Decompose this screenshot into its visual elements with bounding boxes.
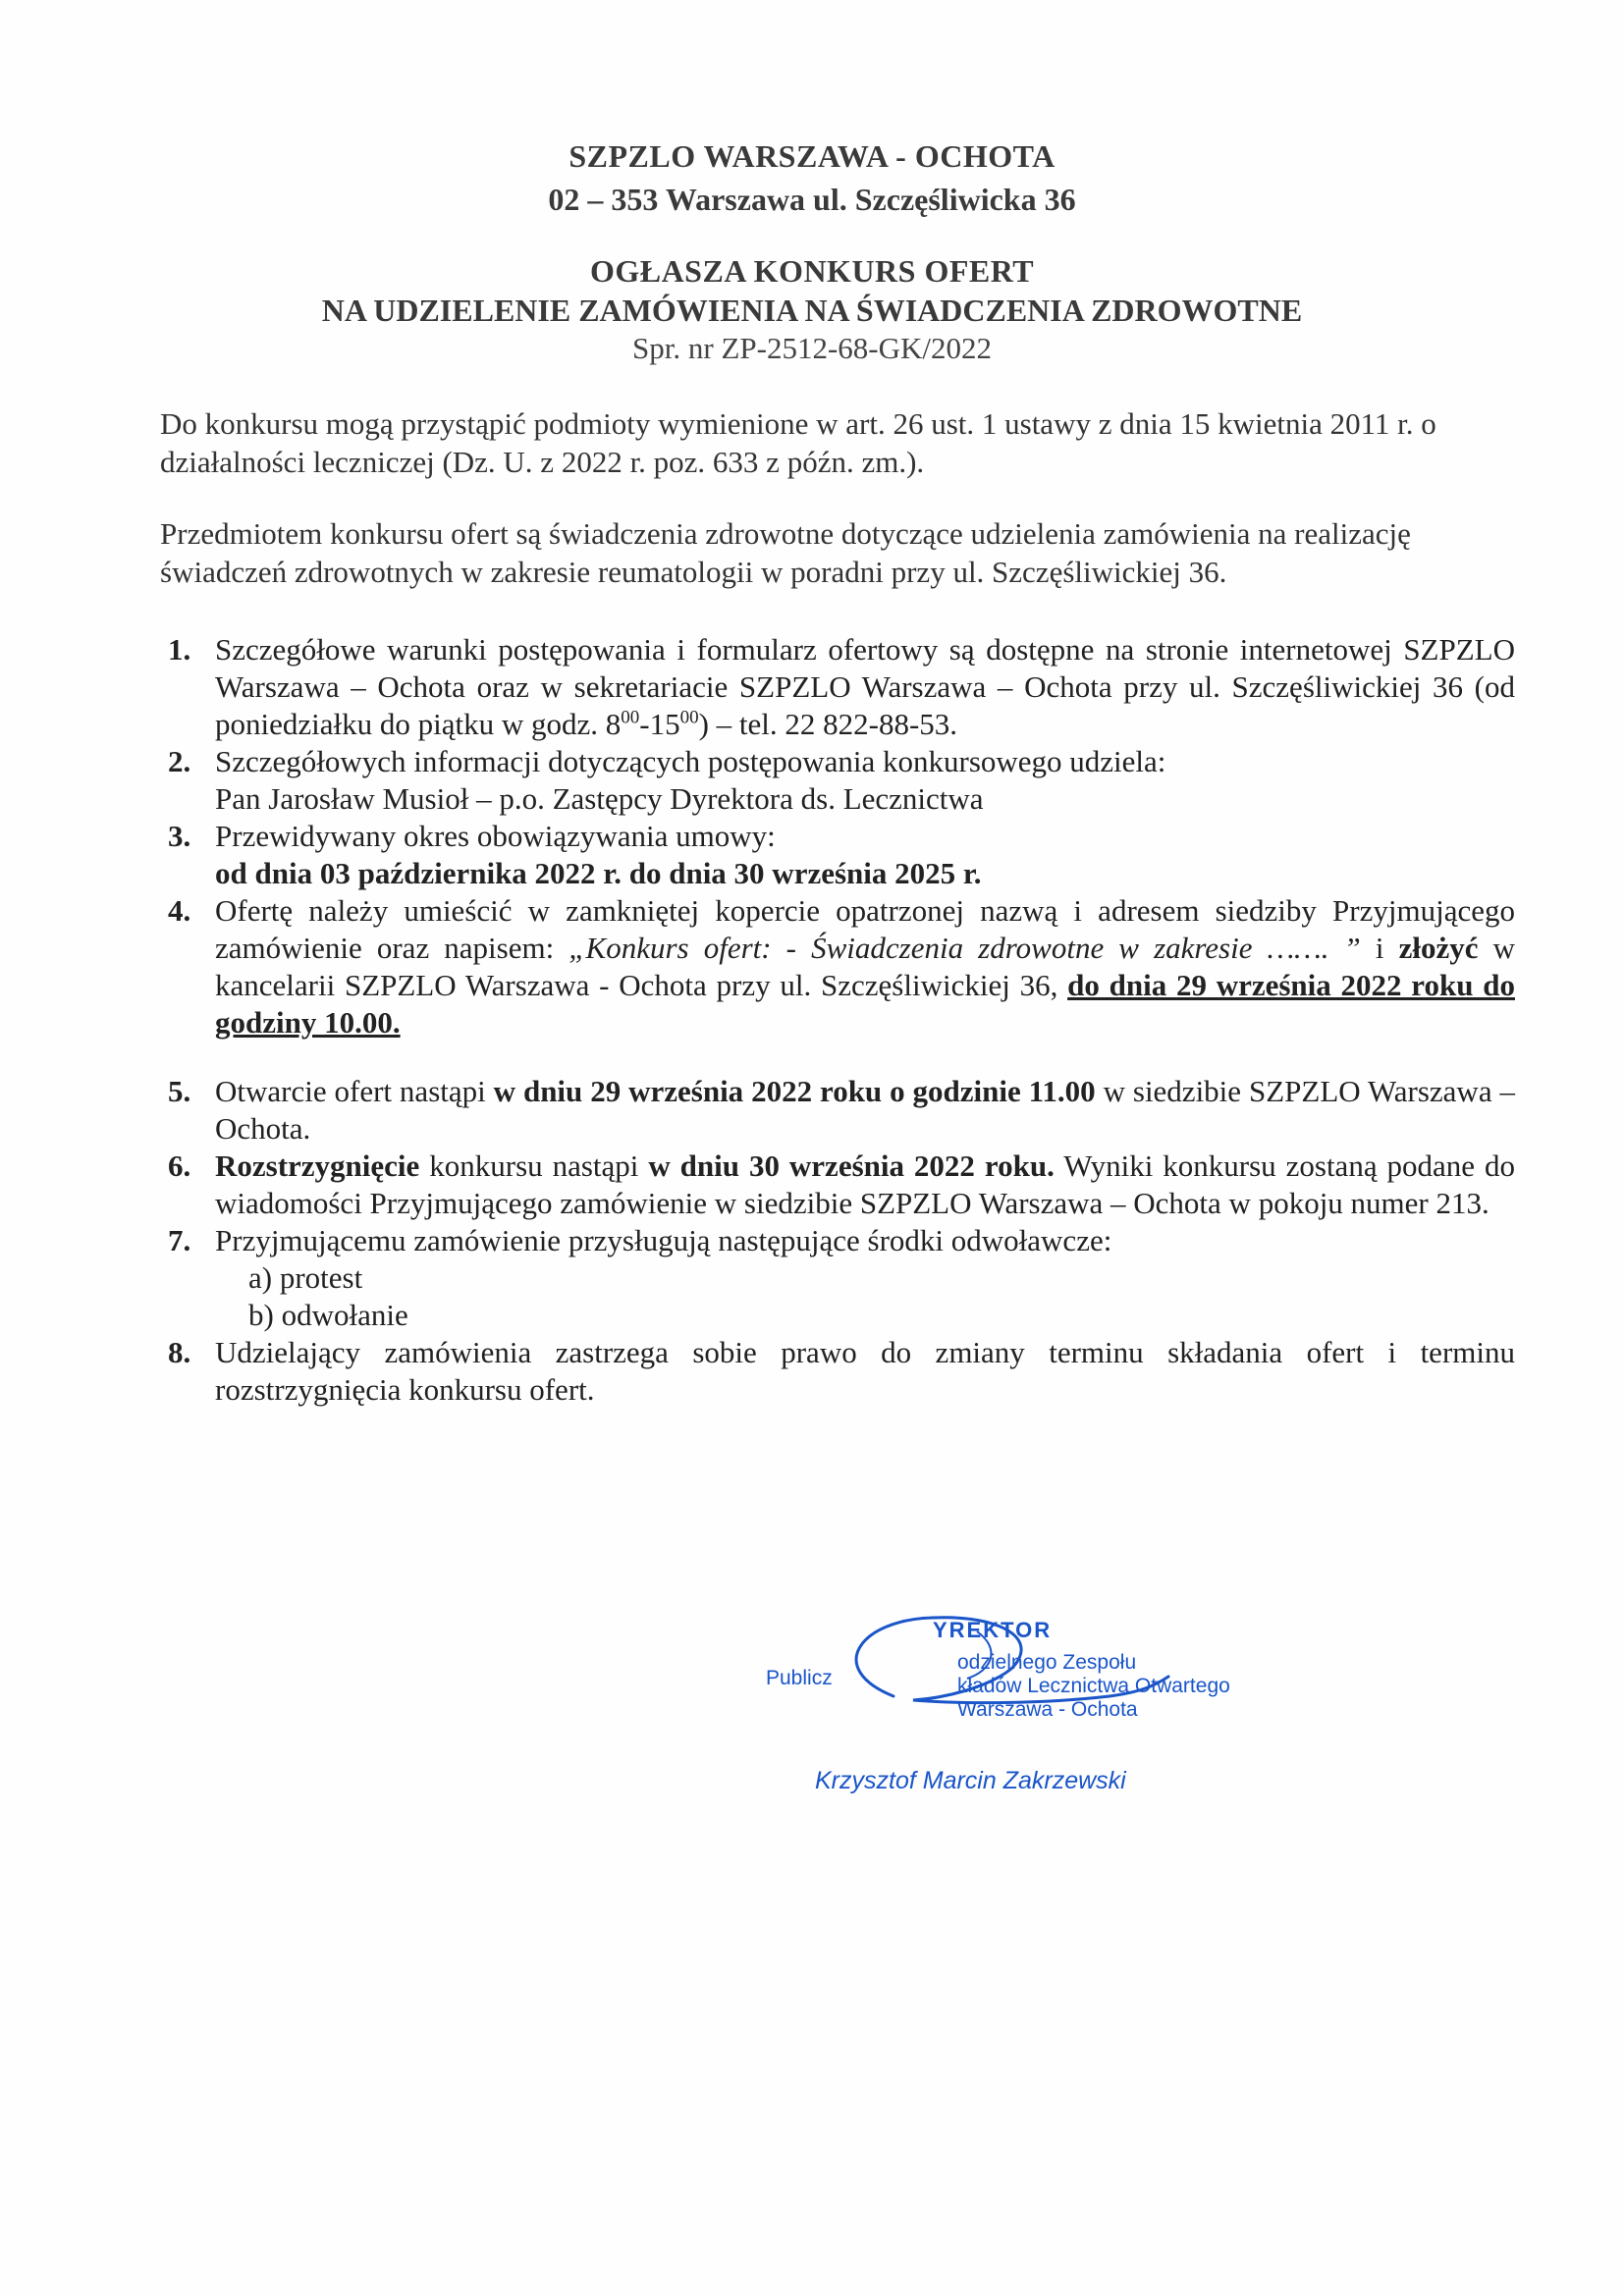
stamp-line-3: odzielnego Zespołu bbox=[957, 1651, 1137, 1674]
conditions-list bbox=[160, 631, 1515, 1409]
item-text: konkursu nastąpi bbox=[419, 1148, 649, 1183]
item-text: Otwarcie ofert nastąpi bbox=[215, 1074, 494, 1108]
item-text: Udzielający zamówienia zastrzega sobie prawo do zmiany terminu składania ofert i terminu rozstrzygnięcia konkursu ofert. bbox=[215, 1335, 1515, 1407]
list-item-4 bbox=[160, 892, 1515, 1041]
list-number: 5. bbox=[168, 1074, 191, 1108]
item-text: ) – tel. 22 822-88-53. bbox=[698, 707, 958, 741]
signature-stamp-block bbox=[766, 1610, 1257, 1816]
signatory-name: Krzysztof Marcin Zakrzewski bbox=[815, 1767, 1126, 1794]
stamp-line-4: kładów Lecznictwa Otwartego bbox=[957, 1675, 1230, 1697]
list-number: 3. bbox=[168, 819, 191, 853]
list-number: 6. bbox=[168, 1148, 191, 1183]
list-item-3 bbox=[160, 818, 1515, 892]
superscript: 00 bbox=[679, 707, 699, 728]
list-item-1 bbox=[160, 631, 1515, 743]
list-item-2 bbox=[160, 743, 1515, 818]
list-number: 2. bbox=[168, 744, 191, 778]
item-text: Przewidywany okres obowiązywania umowy: bbox=[215, 819, 776, 853]
item-text: Szczegółowych informacji dotyczących postępowania konkursowego udziela: bbox=[215, 744, 1166, 778]
stamp-line-5: Warszawa - Ochota bbox=[957, 1698, 1138, 1721]
item-text: Przyjmującemu zamówienie przysługują następujące środki odwoławcze: bbox=[215, 1223, 1112, 1257]
header-case-number: Spr. nr ZP-2512-68-GK/2022 bbox=[632, 331, 992, 365]
list-item-7 bbox=[160, 1222, 1515, 1334]
opening-date: w dniu 29 września 2022 roku o godzinie 11.00 bbox=[493, 1074, 1096, 1108]
header-title-line-2: NA UDZIELENIE ZAMÓWIENIA NA ŚWIADCZENIA ZDROWOTNE bbox=[321, 293, 1303, 328]
list-item-5 bbox=[160, 1073, 1515, 1148]
header-title-line-1: OGŁASZA KONKURS OFERT bbox=[589, 253, 1035, 289]
submission-deadline: do dnia 29 września 2022 roku do godziny 10.00. bbox=[215, 968, 1515, 1040]
item-text: Wyniki konkursu zostaną podane do wiadomości Przyjmującego zamówienie w siedzibie SZPZLO Warszawa – Ochota w pokoju numer 213. bbox=[215, 1148, 1515, 1220]
intro-paragraph-eligibility: Do konkursu mogą przystąpić podmioty wymienione w art. 26 ust. 1 ustawy z dnia 15 kwietnia 2011 r. o działalności leczniczej (Dz. U. z 2022 r. poz. 633 z późn. zm.). bbox=[160, 406, 1436, 479]
contract-period: od dnia 03 października 2022 r. do dnia 30 września 2025 r. bbox=[215, 856, 982, 890]
list-number: 8. bbox=[168, 1335, 191, 1369]
list-number: 7. bbox=[168, 1223, 191, 1257]
spacer bbox=[160, 1041, 1515, 1073]
list-number: 4. bbox=[168, 893, 191, 928]
item-text: w kancelarii SZPZLO Warszawa - Ochota przy ul. Szczęśliwickiej 36, bbox=[215, 931, 1515, 1002]
item-text: -15 bbox=[639, 707, 680, 741]
sub-item-protest: a) protest bbox=[248, 1260, 363, 1295]
list-item-6 bbox=[160, 1148, 1515, 1222]
resolution-date: w dniu 30 września 2022 roku. bbox=[648, 1148, 1055, 1183]
stamp-line-1: YREKTOR bbox=[933, 1618, 1053, 1642]
envelope-label: „Konkurs ofert: - Świadczenia zdrowotne w zakresie ……. ” bbox=[568, 931, 1361, 965]
list-number: 1. bbox=[168, 632, 191, 667]
item-text: Szczegółowe warunki postępowania i formularz ofertowy są dostępne na stronie internetowej SZPZLO Warszawa – Ochota oraz w sekretariacie SZPZLO Warszawa – Ochota przy ul. Szczęśliwickiej 36 (od poniedziałku do piątku w godz. 8 bbox=[215, 632, 1515, 741]
intro-paragraph-subject: Przedmiotem konkursu ofert są świadczenia zdrowotne dotyczące udzielenia zamówienia na realizację świadczeń zdrowotnych w zakresie reumatologii w poradni przy ul. Szczęśliwickiej 36. bbox=[160, 516, 1411, 589]
stamp-line-2: Publicz bbox=[766, 1667, 833, 1689]
item-text: Pan Jarosław Musioł – p.o. Zastępcy Dyrektora ds. Lecznictwa bbox=[215, 781, 984, 816]
item-text: i bbox=[1360, 931, 1399, 965]
item-bold: złożyć bbox=[1398, 931, 1479, 965]
header-address: 02 – 353 Warszawa ul. Szczęśliwicka 36 bbox=[548, 182, 1076, 217]
superscript: 00 bbox=[621, 707, 640, 728]
sub-item-appeal: b) odwołanie bbox=[248, 1298, 408, 1332]
item-bold: Rozstrzygnięcie bbox=[215, 1148, 420, 1183]
item-text: Ofertę należy umieścić w zamkniętej kopercie opatrzonej nazwą i adresem siedziby Przyjmującego zamówienie oraz napisem: bbox=[215, 893, 1515, 965]
list-item-8 bbox=[160, 1334, 1515, 1409]
item-text: w siedzibie SZPZLO Warszawa – Ochota. bbox=[215, 1074, 1515, 1146]
header-organization: SZPZLO WARSZAWA - OCHOTA bbox=[568, 138, 1056, 174]
